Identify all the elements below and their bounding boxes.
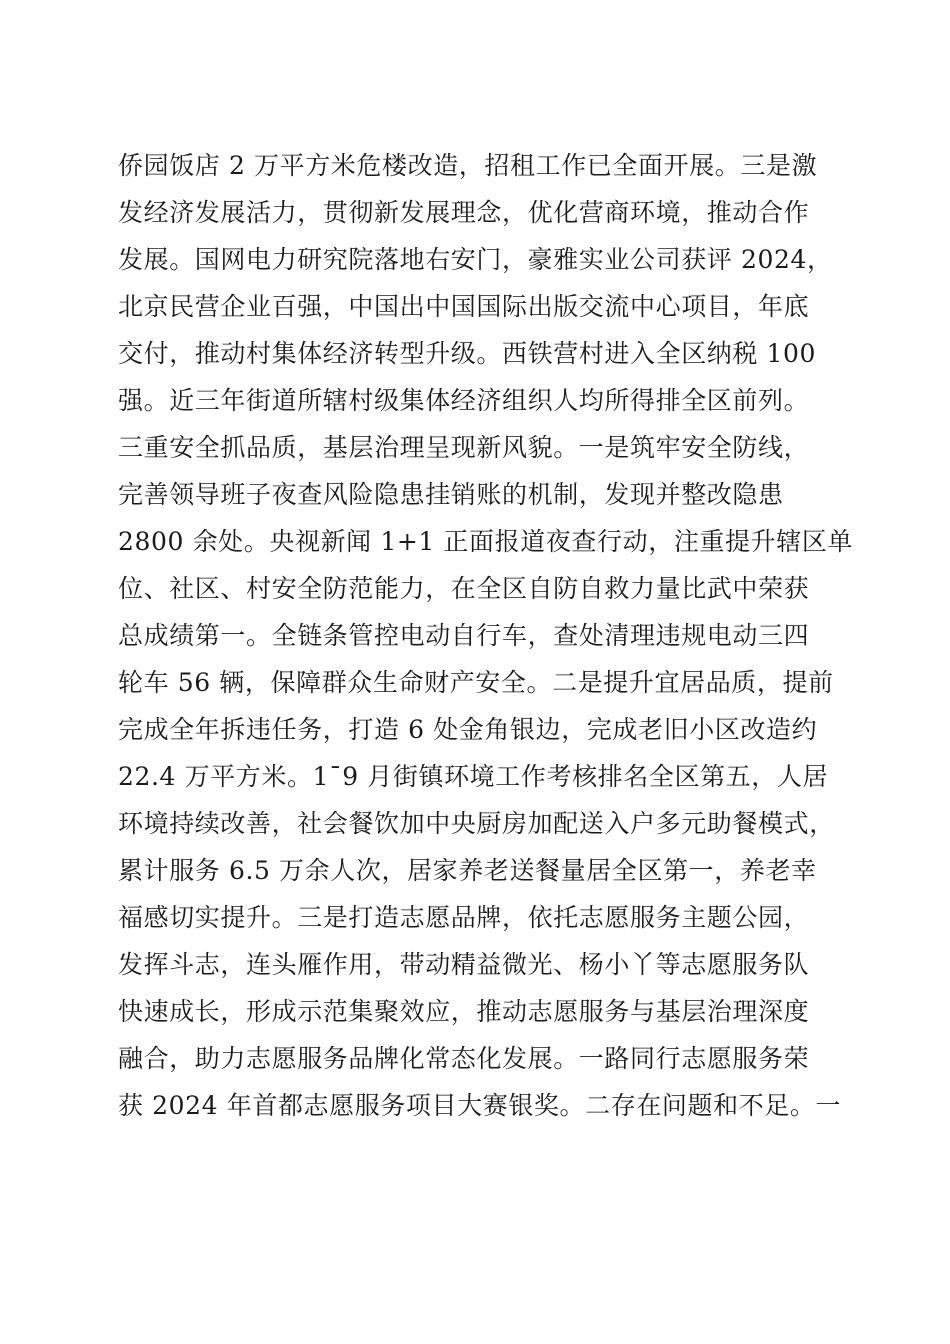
text-line: 三重安全抓品质，基层治理呈现新风貌。一是筑牢安全防线， bbox=[118, 433, 810, 462]
text-line: 交付，推动村集体经济转型升级。西铁营村进入全区纳税 100 bbox=[118, 339, 817, 368]
text-line: 环境持续改善，社会餐饮加中央厨房加配送入户多元助餐模式， bbox=[118, 809, 835, 838]
text-line: 发经济发展活力，贯彻新发展理念，优化营商环境，推动合作 bbox=[118, 198, 810, 227]
text-line: 总成绩第一。全链条管控电动自行车，查处清理违规电动三四 bbox=[118, 621, 810, 650]
text-line: 完成全年拆违任务，打造 6 处金角银边，完成老旧小区改造约 bbox=[118, 715, 818, 744]
text-line: 22.4 万平方米。1¯9 月街镇环境工作考核排名全区第五，人居 bbox=[118, 762, 829, 791]
text-line: 轮车 56 辆，保障群众生命财产安全。二是提升宜居品质，提前 bbox=[118, 668, 834, 697]
body-text bbox=[118, 142, 854, 1129]
text-line: 福感切实提升。三是打造志愿品牌，依托志愿服务主题公园， bbox=[118, 903, 810, 932]
text-line: 完善领导班子夜查风险隐患挂销账的机制，发现并整改隐患 bbox=[118, 480, 784, 509]
text-line: 融合，助力志愿服务品牌化常态化发展。一路同行志愿服务荣 bbox=[118, 1044, 810, 1073]
text-line: 位、社区、村安全防范能力，在全区自防自救力量比武中荣获 bbox=[118, 574, 810, 603]
text-line: 北京民营企业百强，中国出中国国际出版交流中心项目，年底 bbox=[118, 292, 810, 321]
text-line: 快速成长，形成示范集聚效应，推动志愿服务与基层治理深度 bbox=[118, 997, 810, 1026]
text-line: 发挥斗志，连头雁作用，带动精益微光、杨小丫等志愿服务队 bbox=[118, 950, 810, 979]
text-line: 累计服务 6.5 万余人次，居家养老送餐量居全区第一，养老幸 bbox=[118, 856, 817, 885]
text-line: 强。近三年街道所辖村级集体经济组织人均所得排全区前列。 bbox=[118, 386, 810, 415]
text-line: 2800 余处。央视新闻 1+1 正面报道夜查行动，注重提升辖区单 bbox=[118, 527, 854, 556]
text-line: 侨园饭店 2 万平方米危楼改造，招租工作已全面开展。三是激 bbox=[118, 151, 818, 180]
text-line: 发展。国网电力研究院落地右安门，豪雅实业公司获评 2024， bbox=[118, 245, 833, 274]
text-line: 获 2024 年首都志愿服务项目大赛银奖。二存在问题和不足。一 bbox=[118, 1091, 842, 1120]
